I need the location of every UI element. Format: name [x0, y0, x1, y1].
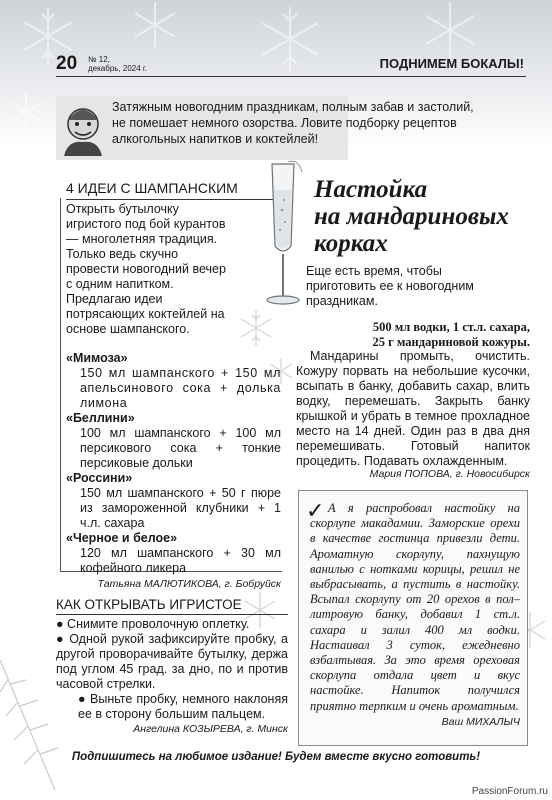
- bullet-icon: ●: [78, 692, 87, 706]
- header-divider: [56, 76, 526, 77]
- recipe-title: [314, 176, 534, 257]
- recipe-title-line: Настойка: [314, 176, 428, 203]
- recipe-method-text: Мандарины промыть, очистить. Кожуру порвать на небольшие кусочки, всыпать в банку, добавить сахар, влить водку, перемешать. Закрыть банку крышкой и убрать в темное прохладное место на 14 дней. Один раз в два дня перемешивать. Готовый напиток процедить. Подавать охлажденным.: [296, 349, 530, 468]
- recipe-body: 150 мл шампанского + 150 мл апельсинового сока + долька лимона: [80, 366, 281, 410]
- intro-line: не помешает немного озорства. Ловите подборку рецептов: [112, 116, 457, 130]
- snowflake-icon: [130, 0, 180, 50]
- ingredients-line: 25 г мандариновой кожуры.: [372, 335, 530, 349]
- section-title: ПОДНИМЕМ БОКАЛЫ!: [379, 56, 524, 71]
- page-header: [0, 50, 552, 80]
- bullet-icon: ●: [56, 617, 64, 631]
- ideas-title: 4 ИДЕИ С ШАМПАНСКИМ: [66, 180, 281, 200]
- issue-number: № 12,: [88, 55, 110, 64]
- subscribe-footer: Подпишитесь на любимое издание! Будем вместе вкусно готовить!: [71, 751, 481, 763]
- recipe-title-line: на мандариновых: [314, 203, 509, 230]
- ideas-author: Татьяна МАЛЮТИКОВА, г. Бобруйск: [97, 578, 281, 590]
- spruce-branch-icon: [0, 640, 60, 800]
- snowflake-icon: [4, 90, 48, 134]
- recipe-body: 150 мл шампанского + 50 г пюре из замороженной клубники + 1 ч.л. сахара: [80, 486, 281, 530]
- opening-step-text: Одной рукой зафиксируйте пробку, а другой проворачивайте бутылку, держа под углом 45 град. за дно, по и против часовой стрелки.: [56, 632, 288, 691]
- ideas-section: [66, 180, 281, 591]
- avatar: [58, 100, 108, 156]
- ingredients-line: 500 мл водки, 1 ст.л. сахара,: [372, 320, 530, 334]
- ideas-intro: Открыть бутылочку игристого под бой курантов — многолетняя традиция. Только ведь скучно провести новогодний вечер с одним напитком. Предлагаю идеи потрясающих коктейлей на основе шампанского.: [66, 202, 226, 336]
- opening-step-text: Снимите проволочную оплетку.: [67, 617, 250, 631]
- intro-text: [112, 99, 532, 147]
- recipe-method: [296, 349, 530, 469]
- watermark: PassionForum.ru: [471, 786, 548, 797]
- reader-quote-text: [310, 501, 520, 714]
- opening-step-text: Выньте пробку, немного наклоняя ее в сторону большим пальцем.: [78, 692, 288, 721]
- opening-step: [56, 632, 288, 692]
- recipe-body: 120 мл шампанского + 30 мл кофейного ликера: [80, 546, 281, 575]
- intro-line: алкогольных напитков и коктейлей!: [112, 132, 319, 146]
- issue-info: [88, 55, 147, 73]
- opening-section: [56, 596, 288, 735]
- recipe-body: 100 мл шампанского + 100 мл персикового сока + тонкие персиковые дольки: [80, 426, 281, 470]
- quote-body: А я распробовал настойку на скорлупе макадамии. Заморские орехи в качестве гостинца привезли дети. Ароматную скорлупу, пахнущую ванилью с нотками корицы, решил не выбрасывать, а пустить в настойку. Всыпал скорлупу от 20 орехов в пол–литровую банку, добавил 1 ст.л. сахара и залил 400 мл водки. Настаивал 3 суток, ежедневно взбалтывая. За это время ореховая скорлупа отдала цвет и вкус настойке. Напиток получился приятно терпким и очень ароматным.: [310, 501, 520, 713]
- recipe-author: Мария ПОПОВА, г. Новосибирск: [369, 468, 530, 480]
- opening-step: [56, 692, 288, 722]
- bullet-icon: ●: [56, 632, 65, 646]
- recipe-name: «Беллини»: [66, 411, 135, 425]
- intro-line: Затяжным новогодним праздникам, полным забав и застолий,: [112, 100, 474, 114]
- opening-step: [56, 617, 288, 632]
- checkmark-icon: ✓: [306, 498, 325, 523]
- recipe-name: «Россини»: [66, 471, 133, 485]
- recipe-name: «Мимоза»: [66, 351, 128, 365]
- page-number: 20: [56, 53, 78, 74]
- recipe-ingredients: [296, 320, 530, 350]
- recipe-name: «Черное и белое»: [66, 531, 178, 545]
- issue-date: декабрь, 2024 г.: [88, 64, 148, 73]
- opening-title: КАК ОТКРЫВАТЬ ИГРИСТОЕ: [56, 596, 288, 615]
- opening-author: Ангелина КОЗЫРЕВА, г. Минск: [133, 723, 288, 735]
- recipe-lead: Еще есть время, чтобы приготовить ее к новогодним праздникам.: [306, 264, 474, 308]
- quote-author: Ваш МИХАЛЫЧ: [441, 716, 520, 728]
- recipe-title-line: корках: [314, 230, 388, 257]
